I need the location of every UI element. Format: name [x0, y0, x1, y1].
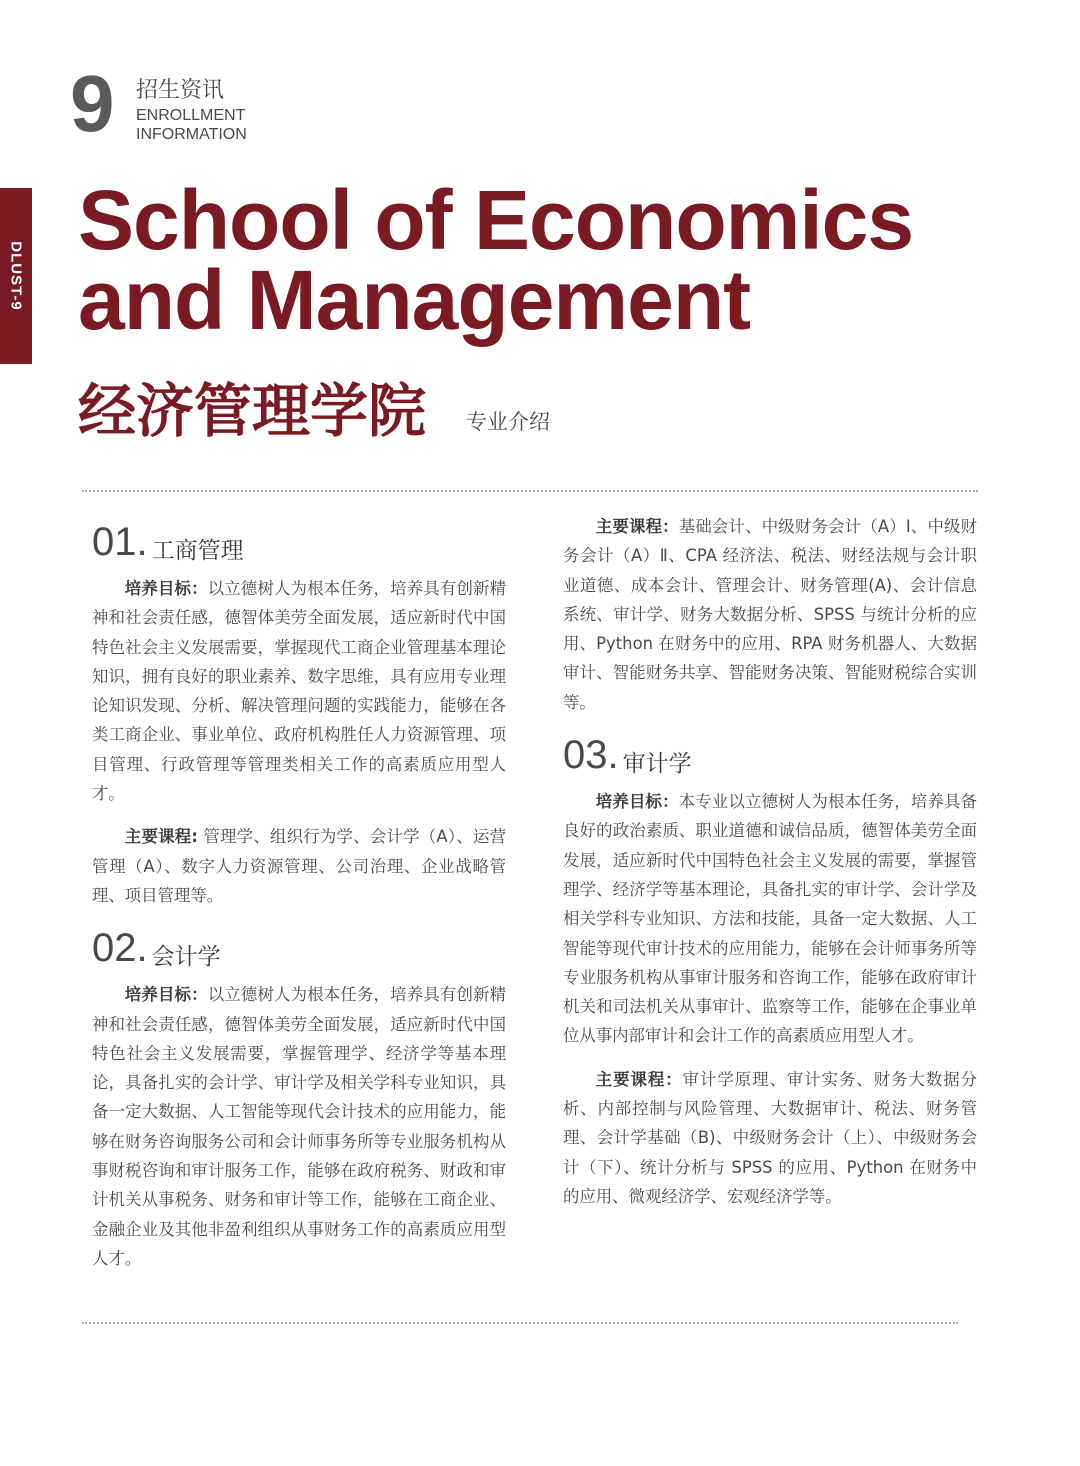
- left-column: [92, 518, 506, 1287]
- course-text: 基础会计、中级财务会计（A）Ⅰ、中级财务会计（A）Ⅱ、CPA 经济法、税法、财经法规与会计职业道德、成本会计、管理会计、财务管理(A)、会计信息系统、审计学、财务大数据分析、SPSS 与统计分析的应用、Python 在财务中的应用、RPA 财务机器人、大数据审计、智能财务共享、智能财务决策、智能财税综合实训等。: [563, 517, 978, 712]
- bottom-divider: [82, 1322, 958, 1324]
- side-tab-label: DLUST-9: [7, 241, 25, 311]
- goal-text: 以立德树人为根本任务，培养具有创新精神和社会责任感，德智体美劳全面发展，适应新时代中国特色社会主义发展需要，掌握管理学、经济学等基本理论，具备扎实的会计学、审计学及相关学科专业知识，具备一定大数据、人工智能等现代会计技术的应用能力，能够在财务咨询服务公司和会计师事务所等专业服务机构从事财税咨询和审计服务工作，能够在政府税务、财政和审计机关从事税务、财务和审计等工作，能够在工商企业、金融企业及其他非盈利组织从事财务工作的高素质应用型人才。: [92, 985, 507, 1268]
- major-heading: [563, 731, 977, 787]
- major-goal: [92, 574, 506, 808]
- goal-label: 培养目标：: [595, 792, 679, 812]
- major-courses: [563, 1065, 977, 1211]
- major-name: 审计学: [622, 751, 692, 778]
- section-title-en-line2: INFORMATION: [136, 126, 247, 143]
- major-name: 工商管理: [151, 538, 244, 564]
- top-divider: [82, 490, 978, 492]
- page-title-en: [78, 173, 1068, 347]
- goal-text: 本专业以立德树人为根本任务，培养具备良好的政治素质、职业道德和诚信品质，德智体美劳全面发展，适应新时代中国特色社会主义发展的需要，掌握管理学、经济学等基本理论，具备扎实的审计学、会计学及相关学科专业知识、方法和技能，具备一定大数据、人工智能等现代审计技术的应用能力，能够在会计师事务所等专业服务机构从事审计服务和咨询工作，能够在政府审计机关和司法机关从事审计、监察等工作，能够在企事业单位从事内部审计和会计工作的高素质应用型人才。: [563, 792, 978, 1046]
- page-title-en-line1: School of Economics: [78, 173, 914, 267]
- major-number: 03.: [563, 733, 619, 778]
- course-text: 管理学、组织行为学、会计学（A）、运营管理（A）、数字人力资源管理、公司治理、企业战略管理、项目管理等。: [92, 827, 506, 905]
- goal-text: 以立德树人为根本任务，培养具有创新精神和社会责任感，德智体美劳全面发展，适应新时代中国特色社会主义发展需要，掌握现代工商企业管理基本理论知识，拥有良好的职业素养、数字思维，具有应用专业理论知识发现、分析、解决管理问题的实践能力，能够在各类工商企业、事业单位、政府机构胜任人力资源管理、项目管理、行政管理等管理类相关工作的高素质应用型人才。: [92, 579, 507, 804]
- major-heading: [92, 924, 506, 980]
- section-title-cn: 招生资讯: [136, 78, 225, 103]
- side-tab: [0, 188, 32, 364]
- section-title-en: [136, 106, 247, 144]
- major-courses: [563, 512, 977, 717]
- major-name: 会计学: [151, 944, 221, 971]
- course-label: 主要课程：: [595, 517, 679, 536]
- goal-label: 培养目标：: [124, 985, 208, 1005]
- course-text: 审计学原理、审计实务、财务大数据分析、内部控制与风险管理、大数据审计、税法、财务管理、会计学基础（B)、中级财务会计（上）、中级财务会计（下）、统计分析与 SPSS 的应用、Python 在财务中的应用、微观经济学、宏观经济学等。: [563, 1069, 978, 1206]
- major-goal: [563, 787, 977, 1051]
- page-title-en-line2: and Management: [78, 253, 751, 347]
- page-number: 9: [70, 59, 115, 148]
- right-column: [563, 512, 977, 1225]
- major-number: 01.: [92, 520, 148, 564]
- goal-label: 培养目标：: [124, 579, 208, 598]
- major-goal: [92, 980, 506, 1273]
- page-title-cn: 经济管理学院: [78, 377, 427, 445]
- page-subtitle: 专业介绍: [466, 410, 550, 434]
- course-label: 主要课程：: [595, 1069, 683, 1089]
- major-courses: [92, 822, 506, 910]
- major-number: 02.: [92, 926, 148, 971]
- course-label: 主要课程:: [124, 827, 198, 847]
- section-title-en-line1: ENROLLMENT: [136, 107, 246, 124]
- major-heading: [92, 518, 506, 574]
